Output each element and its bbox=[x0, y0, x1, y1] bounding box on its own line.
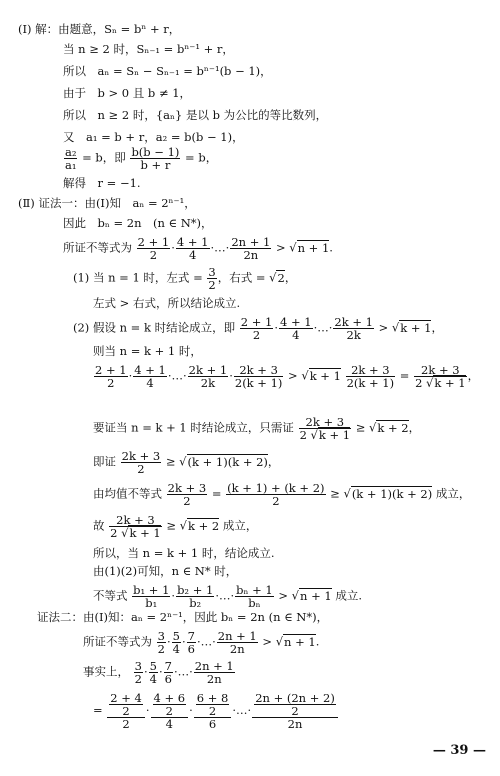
equation: (2) 假设 n = k 时结论成立，即 $\frac{2 + 1}{2}$ · $\frac{4 + 1}{4}$ ·…· $\frac{2k + 1}{2k}$ > √k + 1， bbox=[73, 315, 443, 342]
text-line: 成立， bbox=[222, 518, 258, 533]
text-line: (1) 当 n = 1 时，左式 = bbox=[73, 270, 203, 285]
equation: 不等式 $\frac{\text{b₁ + 1}}{\text{b₁}}$ · $\frac{\text{b₂ + 1}}{\text{b₂}}$ ·…· $\frac{\text{bₙ + 1}}{\text{bₙ}}$ > √n + 1 成立. bbox=[93, 583, 362, 610]
equation: 故 $\frac{2k + 3}{2 √k + 1}$ ≥ √k + 2 成立， bbox=[93, 513, 258, 540]
part1-header: (Ⅰ) 解：由题意，Sₙ = bⁿ + r， bbox=[18, 22, 181, 36]
text-line: 所证不等式为 bbox=[63, 240, 132, 255]
text-line: 解得 r = −1. bbox=[63, 176, 141, 190]
equation: 所证不等式为 $\frac{3}{2}$ · $\frac{5}{4}$ · $\frac{7}{6}$ ·…· $\frac{2n + 1}{2n}$ > √n + 1. bbox=[83, 629, 320, 656]
text-line: 由均值不等式 bbox=[93, 486, 162, 501]
part2-header: (Ⅱ) 证法一：由(Ⅰ)知 aₙ = 2ⁿ⁻¹， bbox=[18, 196, 196, 210]
equation: 所证不等式为 $\frac{2 + 1}{2}$ · $\frac{4 + 1}{4}$ ·…· $\frac{2n + 1}{2n}$ > √n + 1. bbox=[63, 235, 333, 262]
text-line: 因此 bₙ = 2n (n ∈ N*)， bbox=[63, 216, 213, 230]
equation: 由均值不等式 $\frac{2k + 3}{2}$ = $\frac{(k + 1) + (k + 2)}{2}$ ≥ √(k + 1)(k + 2) 成立， bbox=[93, 481, 471, 508]
text-line: (2) 假设 n = k 时结论成立，即 bbox=[73, 320, 236, 335]
text-line: 成立， bbox=[435, 486, 471, 501]
equation: 即证 $\frac{2k + 3}{2}$ ≥ √(k + 1)(k + 2)， bbox=[93, 449, 280, 476]
text-line: 则当 n = k + 1 时， bbox=[93, 344, 202, 358]
text-line: 故 bbox=[93, 518, 105, 533]
text-line: 成立. bbox=[335, 588, 362, 603]
page-number: — 39 — bbox=[432, 743, 486, 758]
text-line: 所以 aₙ = Sₙ − Sₙ₋₁ = bⁿ⁻¹(b − 1)， bbox=[63, 64, 272, 78]
text-line: 事实上， bbox=[83, 664, 129, 679]
text-line: 所以，当 n = k + 1 时，结论成立. bbox=[93, 546, 275, 560]
text-line: 又 a₁ = b + r，a₂ = b(b − 1)， bbox=[63, 130, 244, 144]
equation: (1) 当 n = 1 时，左式 = $\frac{3}{2}$ ，右式 = √2， bbox=[73, 265, 297, 292]
text-line: 所以 n ≥ 2 时，{aₙ} 是以 b 为公比的等比数列， bbox=[63, 108, 328, 122]
equation: $\frac{2 + 1}{2}$ · $\frac{4 + 1}{4}$ ·…· $\frac{2k + 1}{2k}$ · $\frac{2k + 3}{2(k + 1)}$ > √k + 1 $\frac{2k + 3}{2(k + 1)}$ = $\frac{2k + 3}{2 √k + 1}$ ， bbox=[95, 363, 480, 390]
equation: 事实上， $\frac{3}{2}$ · $\frac{5}{4}$ · $\frac{7}{6}$ ·…· $\frac{2n + 1}{2n}$ bbox=[83, 659, 234, 686]
text-line: 左式 > 右式，所以结论成立. bbox=[93, 296, 241, 310]
text-line: 要证当 n = k + 1 时结论成立，只需证 bbox=[93, 420, 294, 435]
equation: $\frac{\text{a₂}}{\text{a₁}}$ = b，即 $\frac{b(b - 1)}{b + r}$ = b， bbox=[65, 145, 218, 172]
method2-header: 证法二：由(Ⅰ)知：aₙ = 2ⁿ⁻¹，因此 bₙ = 2n (n ∈ N*)， bbox=[37, 610, 329, 624]
text-line: 当 n ≥ 2 时，Sₙ₋₁ = bⁿ⁻¹ + r， bbox=[63, 42, 234, 56]
text-line: 由于 b > 0 且 b ≠ 1， bbox=[63, 86, 192, 100]
text-line: 即证 bbox=[93, 454, 116, 469]
text-line: 所证不等式为 bbox=[83, 634, 152, 649]
equation: = $\frac{\frac{2 + 4}{2}}{2}$ · $\frac{\frac{4 + 6}{2}}{4}$ · $\frac{\frac{6 + 8}{2}}{6}$ ·…· $\frac{\frac{2n + (2n + 2)}{2}}{2n}$ bbox=[93, 692, 339, 730]
equation: 要证当 n = k + 1 时结论成立，只需证 $\frac{2k + 3}{2 √k + 1}$ ≥ √k + 2， bbox=[93, 415, 421, 442]
text-line: 不等式 bbox=[93, 588, 128, 603]
text-line: 由(1)(2)可知，n ∈ N* 时， bbox=[93, 564, 238, 578]
